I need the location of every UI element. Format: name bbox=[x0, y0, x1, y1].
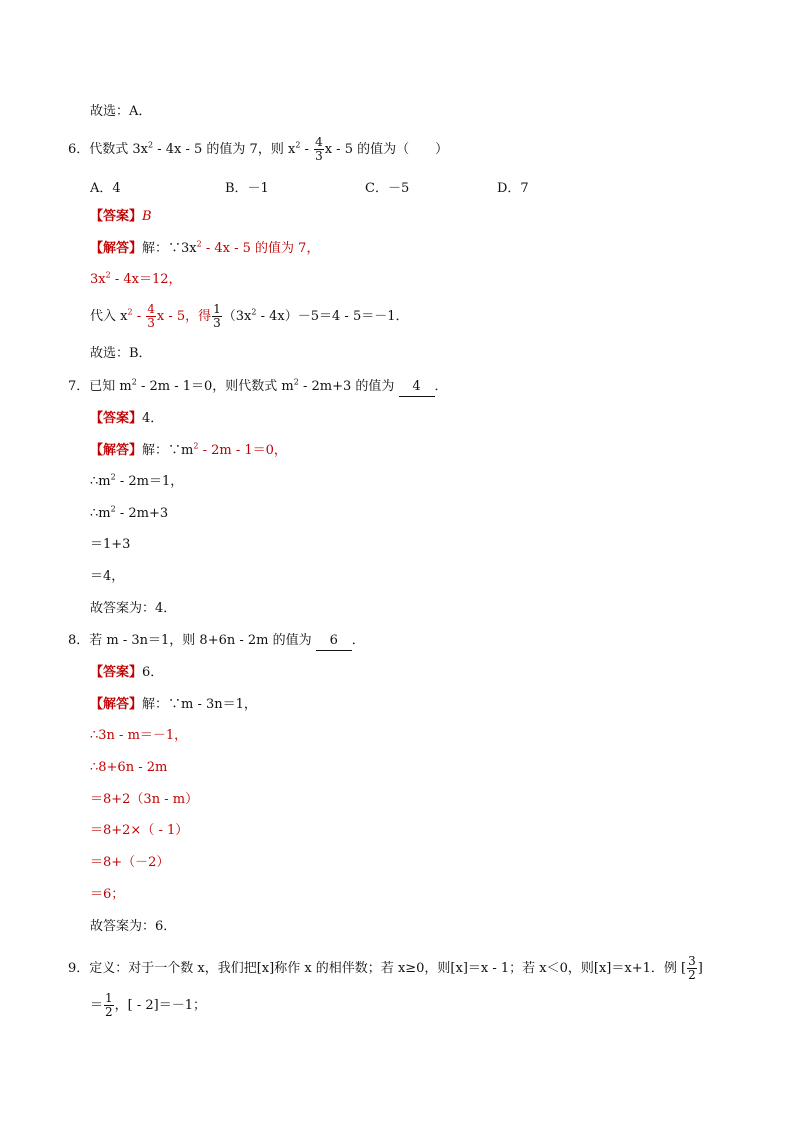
q6-step-fraction: $\frac{4}{3}$ bbox=[147, 302, 155, 330]
q8-step-3: ＝8+2（3n - m） bbox=[90, 792, 199, 807]
q6-step-1: $3x^2 - 4x=12$， bbox=[90, 270, 182, 287]
q6-option-a: A．4 bbox=[90, 181, 121, 196]
q8-step-1: ∴3n - m＝－1， bbox=[90, 728, 188, 743]
q8-answer-blank: 6 bbox=[316, 632, 352, 651]
q6-stem: 6．代数式 $3x^2 - 4x - 5$ 的值为 7，则 $x^2$ - $\frac{4}{3}$ x - 5 的值为（ ） bbox=[68, 135, 449, 163]
q8-step-2: ∴8+6n - 2m bbox=[90, 760, 168, 775]
q6-option-b: B．－1 bbox=[225, 181, 269, 196]
q6-fraction: $\frac{4}{3}$ bbox=[315, 135, 323, 163]
q7-step-4: ＝4， bbox=[90, 569, 125, 584]
q8-explain: 【解答】解：∵m - 3n＝1， bbox=[90, 697, 257, 712]
q7-answer-blank: 4 bbox=[399, 378, 435, 397]
q7-step-3: ＝1+3 bbox=[90, 537, 131, 552]
q9-stem-cont: ＝ $\frac{1}{2}$ ，[ - 2]＝－1； bbox=[90, 991, 206, 1019]
q7-step-2: $\therefore m^2 - 2m+3$ bbox=[90, 504, 169, 521]
q9-fraction-one-half: $\frac{1}{2}$ bbox=[105, 991, 113, 1019]
q6-step-2: 代入 $x^2$ - $\frac{4}{3}$ x - 5，得 $\frac{1}{3}$ $(3x^2 - 4x)-5=4 - 5=-1$． bbox=[90, 302, 409, 330]
q8-conclusion: 故答案为：6． bbox=[90, 919, 177, 934]
q7-step-1: $\therefore m^2 - 2m=1$， bbox=[90, 472, 184, 489]
q6-option-c: C．－5 bbox=[365, 181, 410, 196]
q7-conclusion: 故答案为：4． bbox=[90, 601, 177, 616]
q8-step-4: ＝8+2×（ - 1） bbox=[90, 823, 189, 838]
q6-explain: 【解答】解：$\because 3x^2 - 4x - 5$ 的值为 7， bbox=[90, 239, 320, 256]
q6-conclusion: 故选：B． bbox=[90, 346, 152, 361]
q6-answer: 【答案】B bbox=[90, 209, 152, 224]
q5-conclusion: 故选：A． bbox=[90, 104, 152, 119]
q7-stem: 7．已知 $m^2 - 2m - 1=0$，则代数式 $m^2 - 2m+3$ 的值为 4 ． bbox=[68, 378, 448, 397]
q9-stem: 9．定义：对于一个数 x，我们把[x]称作 x 的相伴数；若 x≥0，则[x]＝x - 1；若 x＜0，则[x]＝x+1．例 [ $\frac{3}{2}$ ] bbox=[68, 954, 703, 982]
q9-fraction-three-halves: $\frac{3}{2}$ bbox=[688, 954, 696, 982]
q7-explain: 【解答】解：$\because m^2 - 2m - 1=0$， bbox=[90, 441, 287, 458]
q8-step-5: ＝8+（－2） bbox=[90, 855, 170, 870]
q8-step-6: ＝6； bbox=[90, 887, 125, 902]
q8-stem: 8．若 m - 3n＝1，则 8+6n - 2m 的值为 6 ． bbox=[68, 632, 365, 651]
q7-answer: 【答案】4． bbox=[90, 411, 164, 426]
q8-answer: 【答案】6． bbox=[90, 665, 164, 680]
q6-one-third: $\frac{1}{3}$ bbox=[213, 302, 221, 330]
q6-option-d: D．7 bbox=[497, 181, 529, 196]
